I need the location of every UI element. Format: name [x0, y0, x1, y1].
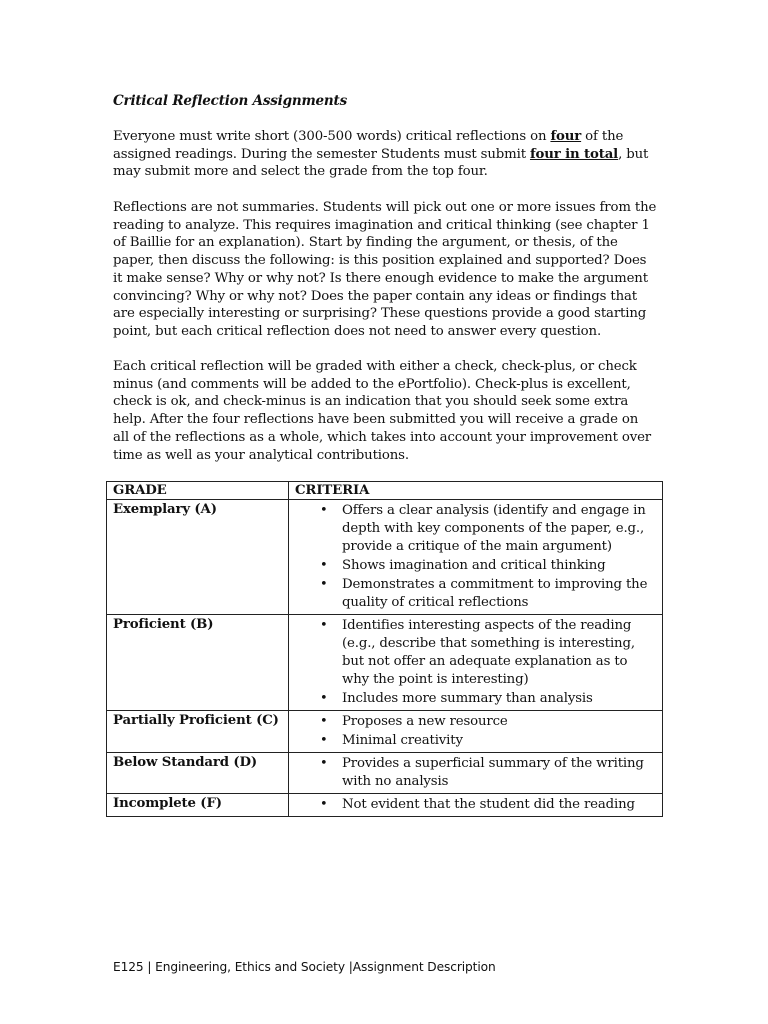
criteria-list	[295, 796, 657, 814]
intro-paragraph	[113, 128, 658, 181]
criteria-list	[295, 502, 657, 612]
criteria-item: • Proposes a new resource	[342, 713, 657, 731]
grade-cell: Exemplary (A)	[107, 500, 289, 615]
criteria-cell	[289, 711, 663, 753]
intro-text-3: , but may submit more and select the grade from the top four.	[113, 146, 649, 180]
grade-cell: Incomplete (F)	[107, 794, 289, 817]
intro-text-2: of the assigned readings. During the semester Students must submit	[113, 129, 624, 162]
criteria-cell	[289, 500, 663, 615]
criteria-item: • Provides a superficial summary of the writing with no analysis	[342, 755, 657, 791]
emphasis-four: four	[550, 129, 582, 144]
criteria-item: • Offers a clear analysis (identify and engage in depth with key components of the paper, e.g., provide a critique of the main argument)	[342, 502, 657, 556]
criteria-column-header: CRITERIA	[289, 482, 663, 500]
grade-cell: Partially Proficient (C)	[107, 711, 289, 753]
criteria-item: • Identifies interesting aspects of the reading (e.g., describe that something is interesting, but not offer an adequate explanation as to why the point is interesting)	[342, 617, 657, 689]
criteria-item: • Not evident that the student did the reading	[342, 796, 657, 814]
criteria-item: • Minimal creativity	[342, 732, 657, 750]
criteria-item: • Demonstrates a commitment to improving the quality of critical reflections	[342, 576, 657, 612]
criteria-cell	[289, 753, 663, 794]
page-title: Critical Reflection Assignments	[113, 93, 347, 109]
page-footer: E125 | Engineering, Ethics and Society |Assignment Description	[113, 960, 496, 974]
table-header-row	[107, 482, 663, 500]
criteria-item: • Includes more summary than analysis	[342, 690, 657, 708]
criteria-list	[295, 617, 657, 708]
criteria-cell	[289, 794, 663, 817]
emphasis-four-in-total: four in total	[529, 146, 619, 162]
grade-cell: Below Standard (D)	[107, 753, 289, 794]
criteria-list	[295, 713, 657, 750]
table-row-below-standard	[107, 753, 663, 794]
reflections-paragraph: Reflections are not summaries. Students will pick out one or more issues from the reading to analyze. This requires imagination and critical thinking (see chapter 1 of Baillie for an explanation). Start by finding the argument, or thesis, of the paper, then discuss the following: is this position explained and supported? Does it make sense? Why or why not? Is there enough evidence to make the argument convincing? Why or why not? Does the paper contain any ideas or findings that are especially interesting or surprising? These questions provide a good starting point, but each critical reflection does not need to answer every question.	[113, 200, 657, 339]
grading-paragraph: Each critical reflection will be graded with either a check, check-plus, or check minus (and comments will be added to the ePortfolio). Check-plus is excellent, check is ok, and check-minus is an indication that you should seek some extra help. After the four reflections have been submitted you will receive a grade on all of the reflections as a whole, which takes into account your improvement over time as well as your analytical contributions.	[113, 359, 651, 463]
grade-column-header: GRADE	[107, 482, 289, 500]
table-row-incomplete	[107, 794, 663, 817]
table-row-partially-proficient	[107, 711, 663, 753]
criteria-cell	[289, 615, 663, 711]
table-row-exemplary	[107, 500, 663, 615]
grading-rubric-table	[106, 481, 663, 817]
criteria-item: • Shows imagination and critical thinking	[342, 557, 657, 575]
criteria-list	[295, 755, 657, 791]
intro-text-1: Everyone must write short (300-500 words) critical reflections on	[113, 129, 551, 144]
grade-cell: Proficient (B)	[107, 615, 289, 711]
table-row-proficient	[107, 615, 663, 711]
